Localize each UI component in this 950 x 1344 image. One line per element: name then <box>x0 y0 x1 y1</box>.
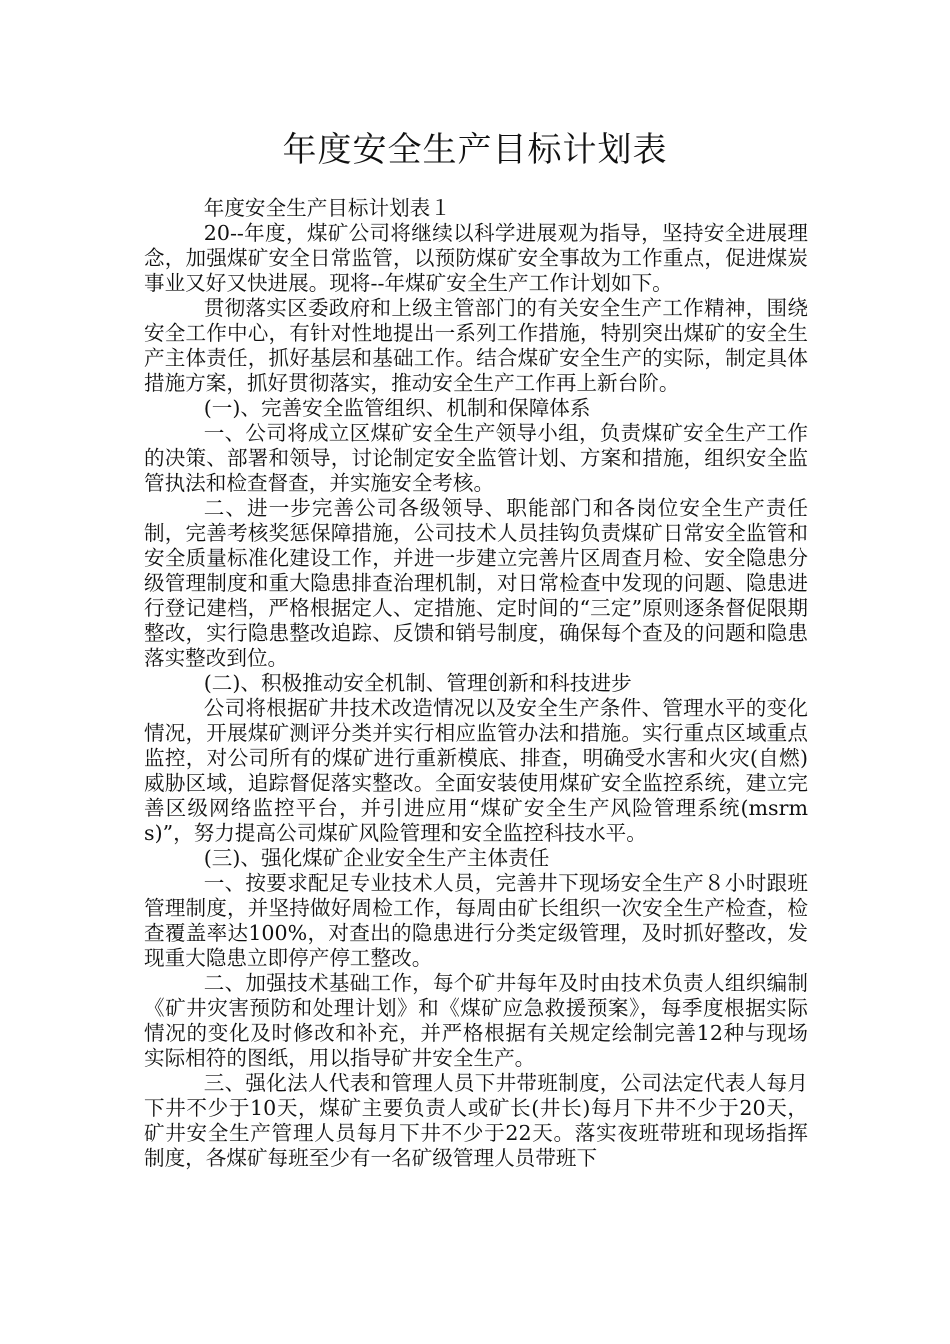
document-title: 年度安全生产目标计划表 <box>282 130 668 170</box>
paragraph: 二、进一步完善公司各级领导、职能部门和各岗位安全生产责任制，完善考核奖惩保障措施，公司技术人员挂钩负责煤矿日常安全监管和安全质量标准化建设工作，并进一步建立完善片区周查月检、安全隐患分级管理制度和重大隐患排查治理机制，对日常检查中发现的问题、隐患进行登记建档，严格根据定人、定措施、定时间的“三定”原则逐条督促限期整改，实行隐患整改追踪、反馈和销号制度，确保每个查及的问题和隐患落实整改到位。 <box>144 496 808 670</box>
paragraph: 年度安全生产目标计划表１ <box>203 196 451 220</box>
paragraph: 一、公司将成立区煤矿安全生产领导小组，负责煤矿安全生产工作的决策、部署和领导，讨论制定安全监管计划、方案和措施，组织安全监管执法和检查督查，并实施安全考核。 <box>144 421 808 495</box>
section-heading: (三)、强化煤矿企业安全生产主体责任 <box>203 846 550 870</box>
section-heading: (一)、完善安全监管组织、机制和保障体系 <box>203 396 591 420</box>
document-body <box>144 196 808 1171</box>
paragraph: 二、加强技术基础工作，每个矿井每年及时由技术负责人组织编制《矿井灾害预防和处理计划》和《煤矿应急救援预案》，每季度根据实际情况的变化及时修改和补充，并严格根据有关规定绘制完善12种与现场实际相符的图纸，用以指导矿井安全生产。 <box>144 971 808 1070</box>
section-heading: (二)、积极推动安全机制、管理创新和科技进步 <box>203 671 632 695</box>
paragraph: 一、按要求配足专业技术人员，完善井下现场安全生产８小时跟班管理制度，并坚持做好周检工作，每周由矿长组织一次安全生产检查，检查覆盖率达100%，对查出的隐患进行分类定级管理，及时抓好整改，发现重大隐患立即停产停工整改。 <box>144 871 808 970</box>
paragraph: 20--年度，煤矿公司将继续以科学进展观为指导，坚持安全进展理念，加强煤矿安全日常监管，以预防煤矿安全事故为工作重点，促进煤炭事业又好又快进展。现将--年煤矿安全生产工作计划如下。 <box>144 221 808 295</box>
paragraph: 三、强化法人代表和管理人员下井带班制度，公司法定代表人每月下井不少于10天，煤矿主要负责人或矿长(井长)每月下井不少于20天，矿井安全生产管理人员每月下井不少于22天。落实夜班带班和现场指挥制度，各煤矿每班至少有一名矿级管理人员带班下 <box>144 1071 808 1170</box>
paragraph: 公司将根据矿井技术改造情况以及安全生产条件、管理水平的变化情况，开展煤矿测评分类并实行相应监管办法和措施。实行重点区域重点监控，对公司所有的煤矿进行重新模底、排查，明确受水害和火灾(自燃)威胁区域，追踪督促落实整改。全面安装使用煤矿安全监控系统，建立完善区级网络监控平台，并引进应用“煤矿安全生产风险管理系统(msrms)”，努力提高公司煤矿风险管理和安全监控科技水平。 <box>144 696 808 845</box>
paragraph: 贯彻落实区委政府和上级主管部门的有关安全生产工作精神，围绕安全工作中心，有针对性地提出一系列工作措施，特别突出煤矿的安全生产主体责任，抓好基层和基础工作。结合煤矿安全生产的实际，制定具体措施方案，抓好贯彻落实，推动安全生产工作再上新台阶。 <box>144 296 808 395</box>
